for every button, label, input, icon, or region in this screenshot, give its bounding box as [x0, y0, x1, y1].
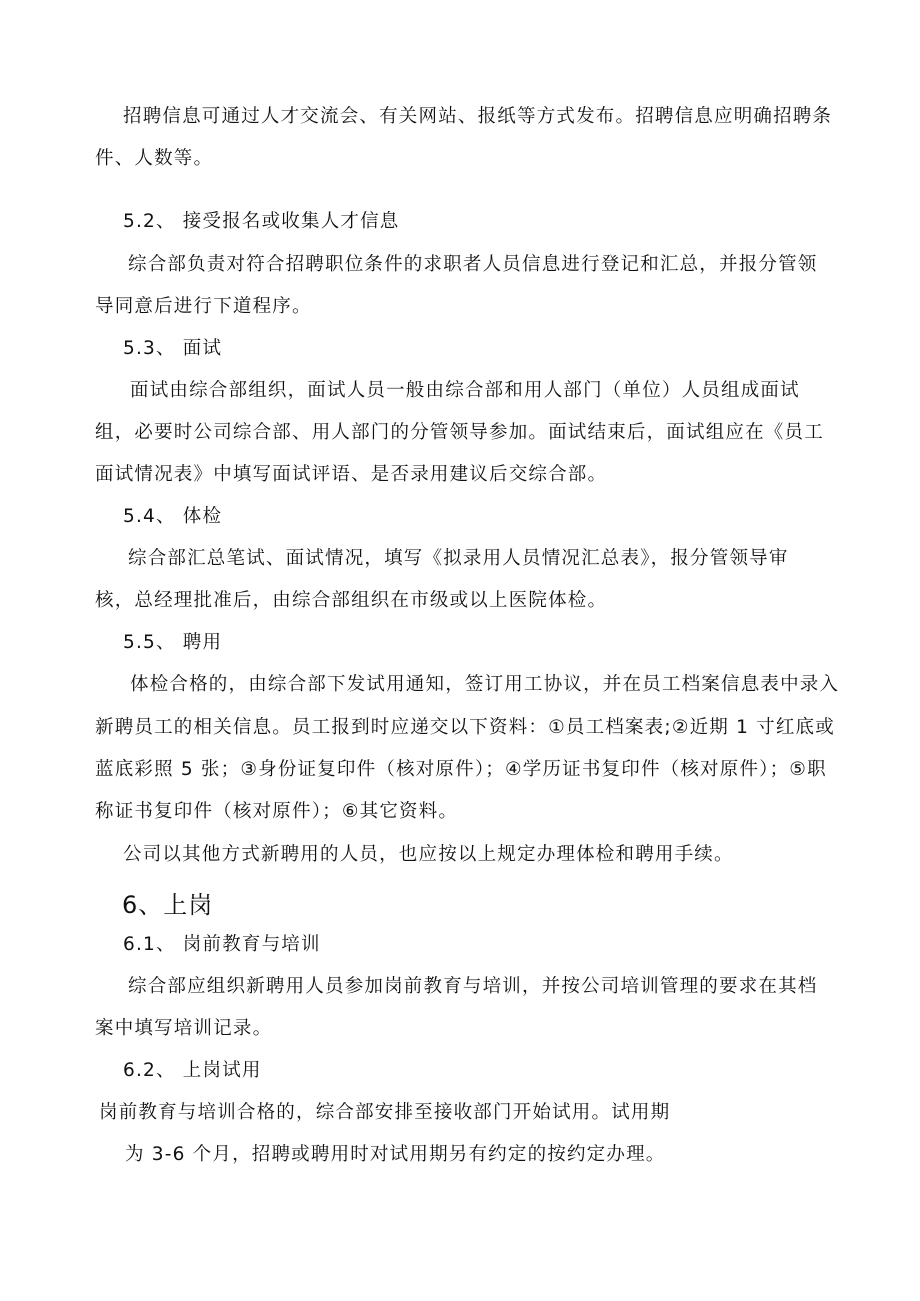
- paragraph-line: 核，总经理批准后，由综合部组织在市级或以上医院体检。: [95, 590, 608, 611]
- paragraph-line: 面试情况表》中填写面试评语、是否录用建议后交综合部。: [95, 464, 608, 485]
- paragraph-line: 体检合格的，由综合部下发试用通知，签订用工协议，并在员工档案信息表中录入: [130, 674, 840, 695]
- paragraph-line: 招聘信息可通过人才交流会、有关网站、报纸等方式发布。招聘信息应明确招聘条: [123, 106, 833, 127]
- section-heading: 5.2、 接受报名或收集人才信息: [123, 211, 400, 232]
- paragraph-line: 公司以其他方式新聘用的人员，也应按以上规定办理体检和聘用手续。: [123, 844, 734, 865]
- section-heading: 5.5、 聘用: [123, 632, 223, 653]
- paragraph-line: 为 3-6 个月，招聘或聘用时对试用期另有约定的按约定办理。: [125, 1144, 666, 1165]
- paragraph-line: 案中填写培训记录。: [95, 1018, 273, 1039]
- chapter-heading: 6、上岗: [122, 891, 214, 919]
- paragraph-line: 综合部应组织新聘用人员参加岗前教育与培训，并按公司培训管理的要求在其档: [128, 976, 818, 997]
- paragraph-line: 综合部汇总笔试、面试情况，填写《拟录用人员情况汇总表》，报分管领导审: [128, 548, 789, 569]
- paragraph-line: 件、人数等。: [95, 148, 214, 169]
- paragraph-line: 岗前教育与培训合格的，综合部安排至接收部门开始试用。试用期: [99, 1102, 671, 1123]
- paragraph-line: 导同意后进行下道程序。: [95, 296, 312, 317]
- section-heading: 5.3、 面试: [123, 338, 223, 359]
- section-heading: 6.2、 上岗试用: [123, 1060, 262, 1081]
- section-heading: 5.4、 体检: [123, 506, 223, 527]
- section-heading: 6.1、 岗前教育与培训: [123, 934, 321, 955]
- paragraph-line: 面试由综合部组织，面试人员一般由综合部和用人部门（单位）人员组成面试: [130, 380, 800, 401]
- paragraph-line: 新聘员工的相关信息。员工报到时应递交以下资料：①员工档案表;②近期 1 寸红底或: [95, 717, 835, 738]
- paragraph-line: 组，必要时公司综合部、用人部门的分管领导参加。面试结束后，面试组应在《员工: [95, 422, 824, 443]
- paragraph-line: 综合部负责对符合招聘职位条件的求职者人员信息进行登记和汇总，并报分管领: [128, 254, 818, 275]
- paragraph-line: 称证书复印件（核对原件）；⑥其它资料。: [95, 801, 459, 822]
- paragraph-line: 蓝底彩照 5 张；③身份证复印件（核对原件）；④学历证书复印件（核对原件）；⑤职: [95, 759, 827, 780]
